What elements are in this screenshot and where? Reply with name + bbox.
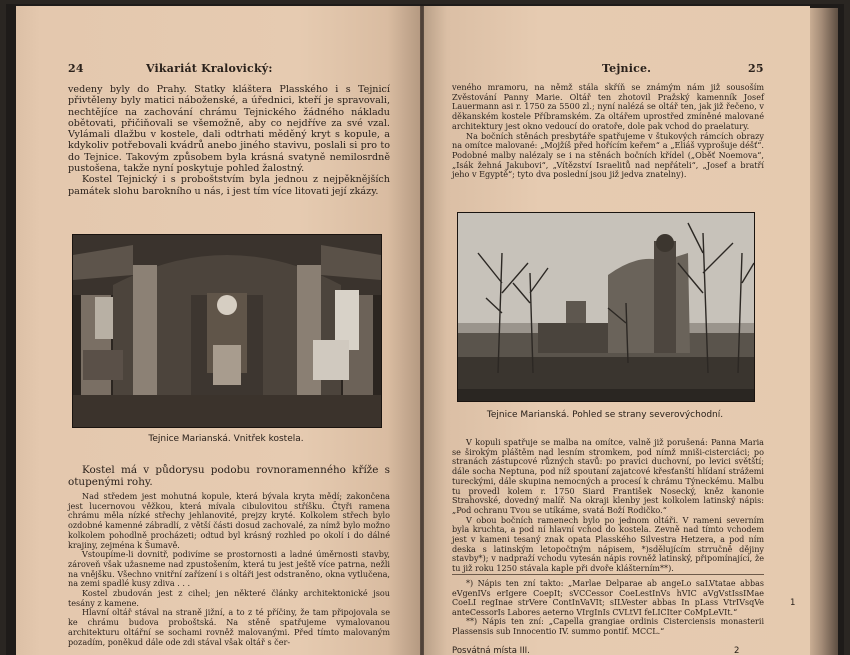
paragraph: Kostel má v půdorysu podobu rovnoramenného kříže s otupenými rohy. — [68, 464, 390, 489]
footnotes — [452, 579, 764, 637]
church-exterior-photo — [457, 212, 755, 402]
paragraph: vedeny byly do Prahy. Statky kláštera Plasského i s Tejnicí přivtěleny byly matici náboženské, a úřednici, kteří je spravovali, nechtějíce na zachování chrámu Tejnického žádného nákladu obětovati, přičiňovali se všemožně, aby co nejdříve za své vzal. Vylámali dlažbu v kostele, dali odtrhati měděný kryt s kopule, a kdykoliv potřebovali kvádrů anebo jiného stavivu, poslali si pro to do Tejnice. Takovým způsobem byla krásná svatyně nemilosrdně pustošena, takže nyní poskytuje pohled žalostný. — [68, 84, 390, 175]
paragraph: V obou bočních ramenech bylo po jednom oltáři. V rameni severním byla kruchta, a pod ní hlavní vchod do kostela. Zevně nad tímto vchodem jest v kameni tesaný znak opata Plasského Silvestra Hetzera, a pod ním deska s latinským letopočtným nápisem, *)sdělujícím strručně dějiny stavby*); v nadpraží vchodu vytesán nápis rovněž latinský, připomínající, že tu již roku 1250 stávala kaple při dvoře klášterním**). — [452, 514, 764, 574]
paragraph: Na bočních stěnách presbytáře spatřujeme v štukových rámcích obrazy na omítce malované: „Mojžíš před hořícím keřem“ a „Eliáš vyprošuje déšť“. Podobné malby nalézaly se i na stěnách bočních křídel („Oběť Noemova“, „Isák žehná Jakubovi“, „Vítězství Israelitů nad nepřáteli“, „Josef a bratří jeho v Egyptě“; tyto dva poslední jsou již jedva znatelny). — [452, 130, 764, 180]
right-body-top — [452, 83, 764, 180]
interior-photo-image — [73, 235, 381, 427]
right-body-bottom — [452, 438, 764, 574]
right-running-head: Tejnice. — [602, 62, 652, 75]
page-edges — [810, 8, 838, 655]
exterior-photo-image — [458, 213, 754, 401]
margin-mark: 1 — [790, 598, 796, 608]
paragraph: Kostel Tejnický i s proboštstvím byla jednou z nejpěknějších památek slohu barokního u nás, i jest tím více litovati její zkázy. — [68, 174, 390, 197]
paragraph: Hlavní oltář stával na straně jižní, a to z té příčiny, že tam připojovala se ke chrámu budova proboštská. Na stěně spatřujeme vymalovanou architekturu oltářní se sochami rovněž malovanými. Před tímto malovaným pozadím, poněkud dále ode zdi stával však oltář s čer- — [68, 607, 390, 647]
paragraph: veného mramoru, na němž stála skříň se známým nám již sousoším Zvěstování Panny Marie. Oltář ten zhotovil Pražský kamenník Josef Lauermann asi r. 1750 za 5500 zl.; nyní nalézá se oltář ten, jak již řečeno, v děkanském kostele Příbramském. Za oltářem uprostřed zmíněné malované architektury jest okno vedoucí do oratoře, dole pak vchod do praelatury. — [452, 82, 764, 131]
right-page-number: 25 — [748, 62, 764, 75]
footnote: *) Nápis ten zní takto: „Marlae Delparae ab angeLo saLVtatae abbas eVgenIVs erIgere CoepIt; sVCCessor CoeLestInVs hVIC aVgVstIssIMae CoeLI regInae strVere ContInVaVIt; sILVester abbas In pLass VtrIVsqVe anteCessorIs Labores aeterno VIrgInIs CVLtVI feLICIter CoMpLeVIt.“ — [452, 579, 764, 617]
signature-mark: 2 — [734, 646, 740, 655]
left-body-large — [68, 464, 390, 489]
paragraph: Kostel zbudován jest z cihel; jen některé články architektonické jsou tesány z kamene. — [68, 588, 390, 608]
paragraph: Vstoupíme-li dovnitř, podivíme se prostornosti a ladné úměrnosti stavby, zároveň však užasneme nad zpustošením, která tu jest ještě více patrna, nežli na vnějšku. Všechno vnitřní zařízení i s oltáři jest odstraněno, okna vytlučena, na zemi spadlé kusy zdiva . . . — [68, 549, 390, 589]
left-body-top — [68, 84, 390, 197]
footer-title: Posvátná místa III. — [452, 646, 530, 655]
right-page — [424, 6, 810, 655]
church-interior-photo — [72, 234, 382, 428]
left-page-number: 24 — [68, 62, 84, 75]
footnote: **) Nápis ten zní: „Capella grangiae ordinis Cisterciensis monasterii Plassensis sub Innocentio IV. summo pontif. MCCL.“ — [452, 617, 764, 636]
left-page — [16, 6, 420, 655]
paragraph: Nad středem jest mohutná kopule, která bývala kryta mědí; zakončena jest lucernovou věžkou, která mívala cibulovitou stříšku. Čtyři ramena chrámu měla nízké střechy jehlanovité, prejzy kryté. Kolkolem střech bylo ozdobné kamenné zábradlí, z větší části dosud zachovalé, za nímž bylo možno kolkolem pohodlně procházeti; odtud byl krásný rozhled po okolí i do dálné krajiny, zejména k Šumavě. — [68, 491, 390, 550]
left-running-head: Vikariát Kralovický: — [146, 62, 273, 75]
left-body-small — [68, 492, 390, 647]
footnote-rule — [452, 574, 764, 575]
paragraph: V kopuli spatřuje se malba na omítce, valně již porušená: Panna Maria se širokým pláštěm nad lesním stromkem, pod nímž mniši-cisterciáci; po stranách zástupcové různých stavů: po pravici duchovní, po levici světští; dále socha Neptuna, pod níž spoutaní zajatcové křesťanští hlídaní strážemi tureckými, dále skupina nemocných a procesí k chrámu Týneckému. Malbu tu provedl kolem r. 1750 Siard František Nosecký, kněz kanonie Strahovské, dovedný malíř. Na okraji klenby jest kolkolem latinský nápis: „Pod ochranu Tvou se utíkáme, svatá Boží Rodičko.“ — [452, 437, 764, 515]
interior-caption: Tejnice Marianská. Vnitřek kostela. — [148, 434, 304, 444]
exterior-caption: Tejnice Marianská. Pohled se strany severovýchodní. — [486, 410, 724, 420]
